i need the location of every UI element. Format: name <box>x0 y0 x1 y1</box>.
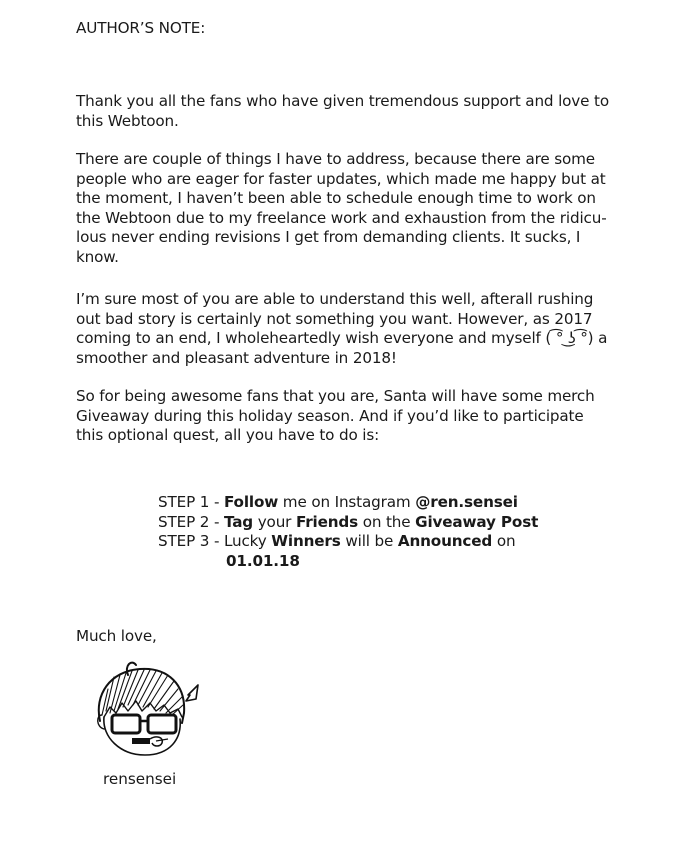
chibi-author-portrait-icon <box>90 655 215 760</box>
text-line: There are couple of things I have to address, because there are some <box>76 150 595 168</box>
text-line: Thank you all the fans who have given tremendous support and love to <box>76 92 609 110</box>
step-text: me on Instagram <box>278 493 416 511</box>
step-prefix: STEP 2 - <box>158 512 224 531</box>
text-line: Giveaway during this holiday season. And if you’d like to participate <box>76 406 584 425</box>
step-text-bold: Winners <box>271 532 341 551</box>
step-2 <box>158 513 538 533</box>
step-text: on <box>492 532 516 551</box>
paragraph-updates <box>76 150 686 268</box>
text-line: So for being awesome fans that you are, Santa will have some merch <box>76 387 595 405</box>
signoff: Much love, <box>76 627 157 645</box>
step-text-bold: Giveaway Post <box>415 512 539 531</box>
step-text: Lucky <box>223 532 272 551</box>
text-line: coming to an end, I wholeheartedly wish everyone and myself ( ͡° ͜ʖ ͡°) a <box>76 329 608 348</box>
text-line: know. <box>76 247 119 266</box>
text-line: lous never ending revisions I get from demanding clients. It sucks, I <box>76 228 581 247</box>
text-line: people who are eager for faster updates, which made me happy but at <box>76 169 606 188</box>
step-text: will be <box>340 532 398 551</box>
step-text-bold: Announced <box>397 532 493 551</box>
step-prefix: STEP 1 - <box>158 493 224 511</box>
step-prefix: STEP 3 - <box>158 532 224 551</box>
text-line: the moment, I haven’t been able to schedule enough time to work on <box>76 189 596 208</box>
note-heading: AUTHOR’S NOTE: <box>76 19 206 37</box>
paragraph-new-year <box>76 290 686 368</box>
announcement-date: 01.01.18 <box>226 551 300 570</box>
instagram-handle: @ren.sensei <box>415 493 518 511</box>
giveaway-steps <box>158 493 538 571</box>
paragraph-thanks <box>76 92 686 131</box>
paragraph-giveaway <box>76 387 686 446</box>
text-line: this optional quest, all you have to do is: <box>76 426 380 445</box>
step-text-bold: Friends <box>295 512 359 531</box>
text-line: out bad story is certainly not something you want. However, as 2017 <box>76 309 593 328</box>
text-line: I’m sure most of you are able to understand this well, afterall rushing <box>76 290 594 308</box>
step-text-bold: Tag <box>223 512 254 531</box>
step-text: your <box>253 512 296 531</box>
text-line: the Webtoon due to my freelance work and exhaustion from the ridicu- <box>76 208 607 227</box>
step-1 <box>158 493 538 513</box>
text-line: smoother and pleasant adventure in 2018! <box>76 348 397 367</box>
step-3 <box>158 532 538 552</box>
text-line: this Webtoon. <box>76 111 179 130</box>
signature: rensensei <box>103 770 177 788</box>
step-text: on the <box>358 512 416 531</box>
step-text-bold: Follow <box>223 493 279 511</box>
